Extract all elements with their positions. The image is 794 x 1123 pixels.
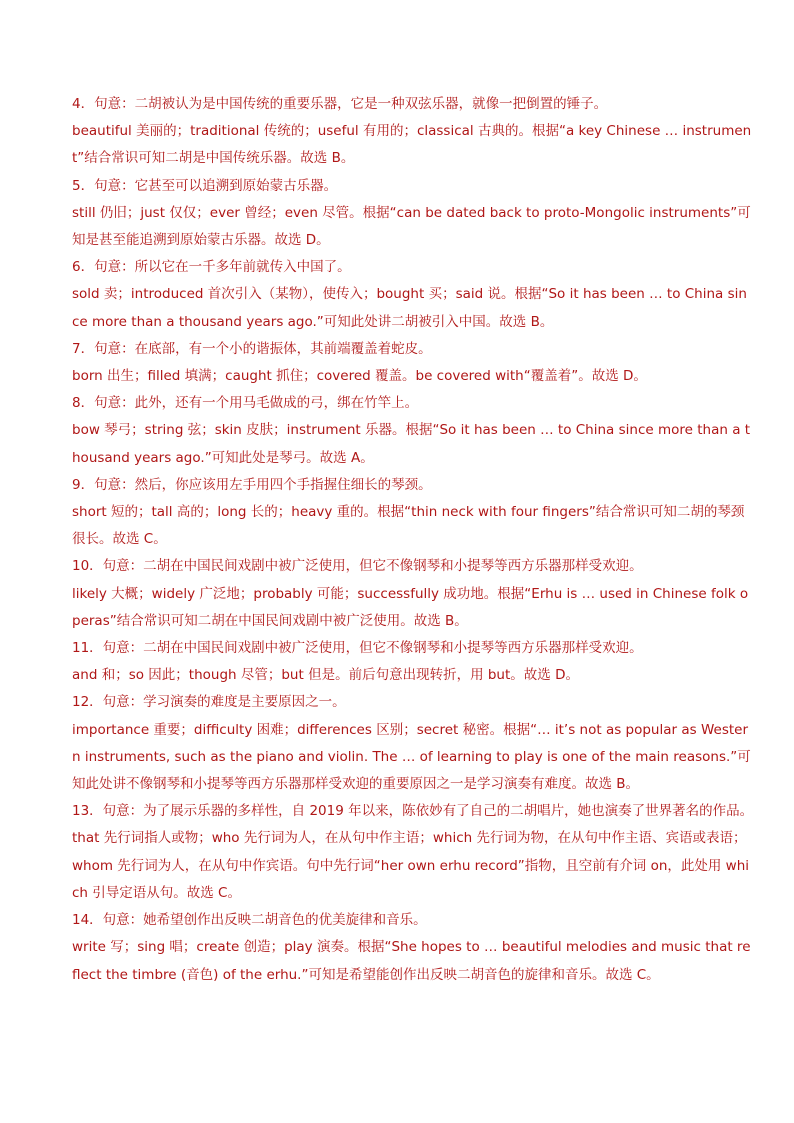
question-5-meaning: 5．句意：它甚至可以追溯到原始蒙古乐器。 [72,177,338,194]
question-13-explanation: that 先行词指人或物；who 先行词为人，在从句中作主语；which 先行词为物，在从句中作主语、宾语或表语；whom 先行词为人，在从句中作宾语。句中先行词“her own erhu record”指物，且空前有介词 on，此处用 which 引导定语从句。故选 C。 [72,830,750,901]
question-7-meaning: 7．句意：在底部，有一个小的谐振体，其前端覆盖着蛇皮。 [72,340,432,357]
question-14-meaning: 14．句意：她希望创作出反映二胡音色的优美旋律和音乐。 [72,912,427,929]
question-13-meaning: 13．句意：为了展示乐器的多样性，自 2019 年以来，陈依妙有了自己的二胡唱片，她也演奏了世界著名的作品。 [72,803,754,820]
question-11-explanation: and 和；so 因此；though 尽管；but 但是。前后句意出现转折，用 but。故选 D。 [72,667,579,684]
question-11-meaning: 11．句意：二胡在中国民间戏剧中被广泛使用，但它不像钢琴和小提琴等西方乐器那样受欢迎。 [72,640,643,657]
question-10-explanation: likely 大概；widely 广泛地；probably 可能；successfully 成功地。根据“Erhu is … used in Chinese folk operas”结合常识可知二胡在中国民间戏剧中被广泛使用。故选 B。 [72,585,749,629]
question-6-meaning: 6．句意：所以它在一千多年前就传入中国了。 [72,259,351,276]
question-8-explanation: bow 琴弓；string 弦；skin 皮肤；instrument 乐器。根据“So it has been … to China since more than a thousand years ago.”可知此处是琴弓。故选 A。 [72,422,751,466]
question-8-meaning: 8．句意：此外，还有一个用马毛做成的弓，绑在竹竿上。 [72,395,419,412]
question-9-explanation: short 短的；tall 高的；long 长的；heavy 重的。根据“thin neck with four fingers”结合常识可知二胡的琴颈很长。故选 C。 [72,504,745,548]
question-7-explanation: born 出生；filled 填满；caught 抓住；covered 覆盖。be covered with“覆盖着”。故选 D。 [72,368,647,385]
question-4-meaning: 4．句意：二胡被认为是中国传统的重要乐器，它是一种双弦乐器，就像一把倒置的锤子。 [72,96,608,112]
question-4-explanation: beautiful 美丽的；traditional 传统的；useful 有用的；classical 古典的。根据“a key Chinese … instrument”结合常识可知二胡是中国传统乐器。故选 B。 [72,123,752,167]
question-10-meaning: 10．句意：二胡在中国民间戏剧中被广泛使用，但它不像钢琴和小提琴等西方乐器那样受欢迎。 [72,558,643,575]
question-5-explanation: still 仍旧；just 仅仅；ever 曾经；even 尽管。根据“can be dated back to proto-Mongolic instruments”可知是甚至能追溯到原始蒙古乐器。故选 D。 [72,204,751,249]
question-12-meaning: 12．句意：学习演奏的难度是主要原因之一。 [72,694,346,711]
question-9-meaning: 9．句意：然后，你应该用左手用四个手指握住细长的琴颈。 [72,476,432,493]
question-14-explanation: write 写；sing 唱；create 创造；play 演奏。根据“She hopes to … beautiful melodies and music that reflect the timbre (音色) of the erhu.”可知是希望能创作出反映二胡音色的旋律和音乐。故选 C。 [72,939,751,983]
question-6-explanation: sold 卖；introduced 首次引入（某物），使传入；bought 买；said 说。根据“So it has been … to China since more than a thousand years ago.”可知此处讲二胡被引入中国。故选 B。 [72,286,747,330]
question-12-explanation: importance 重要；difficulty 困难；differences 区别；secret 秘密。根据“… it’s not as popular as Western instruments, such as the piano and violin. The … of learning to play is one of the main reasons.”可知此处讲不像钢琴和小提琴等西方乐器那样受欢迎的重要原因之一是学习演奏有难度。故选 B。 [72,721,751,793]
